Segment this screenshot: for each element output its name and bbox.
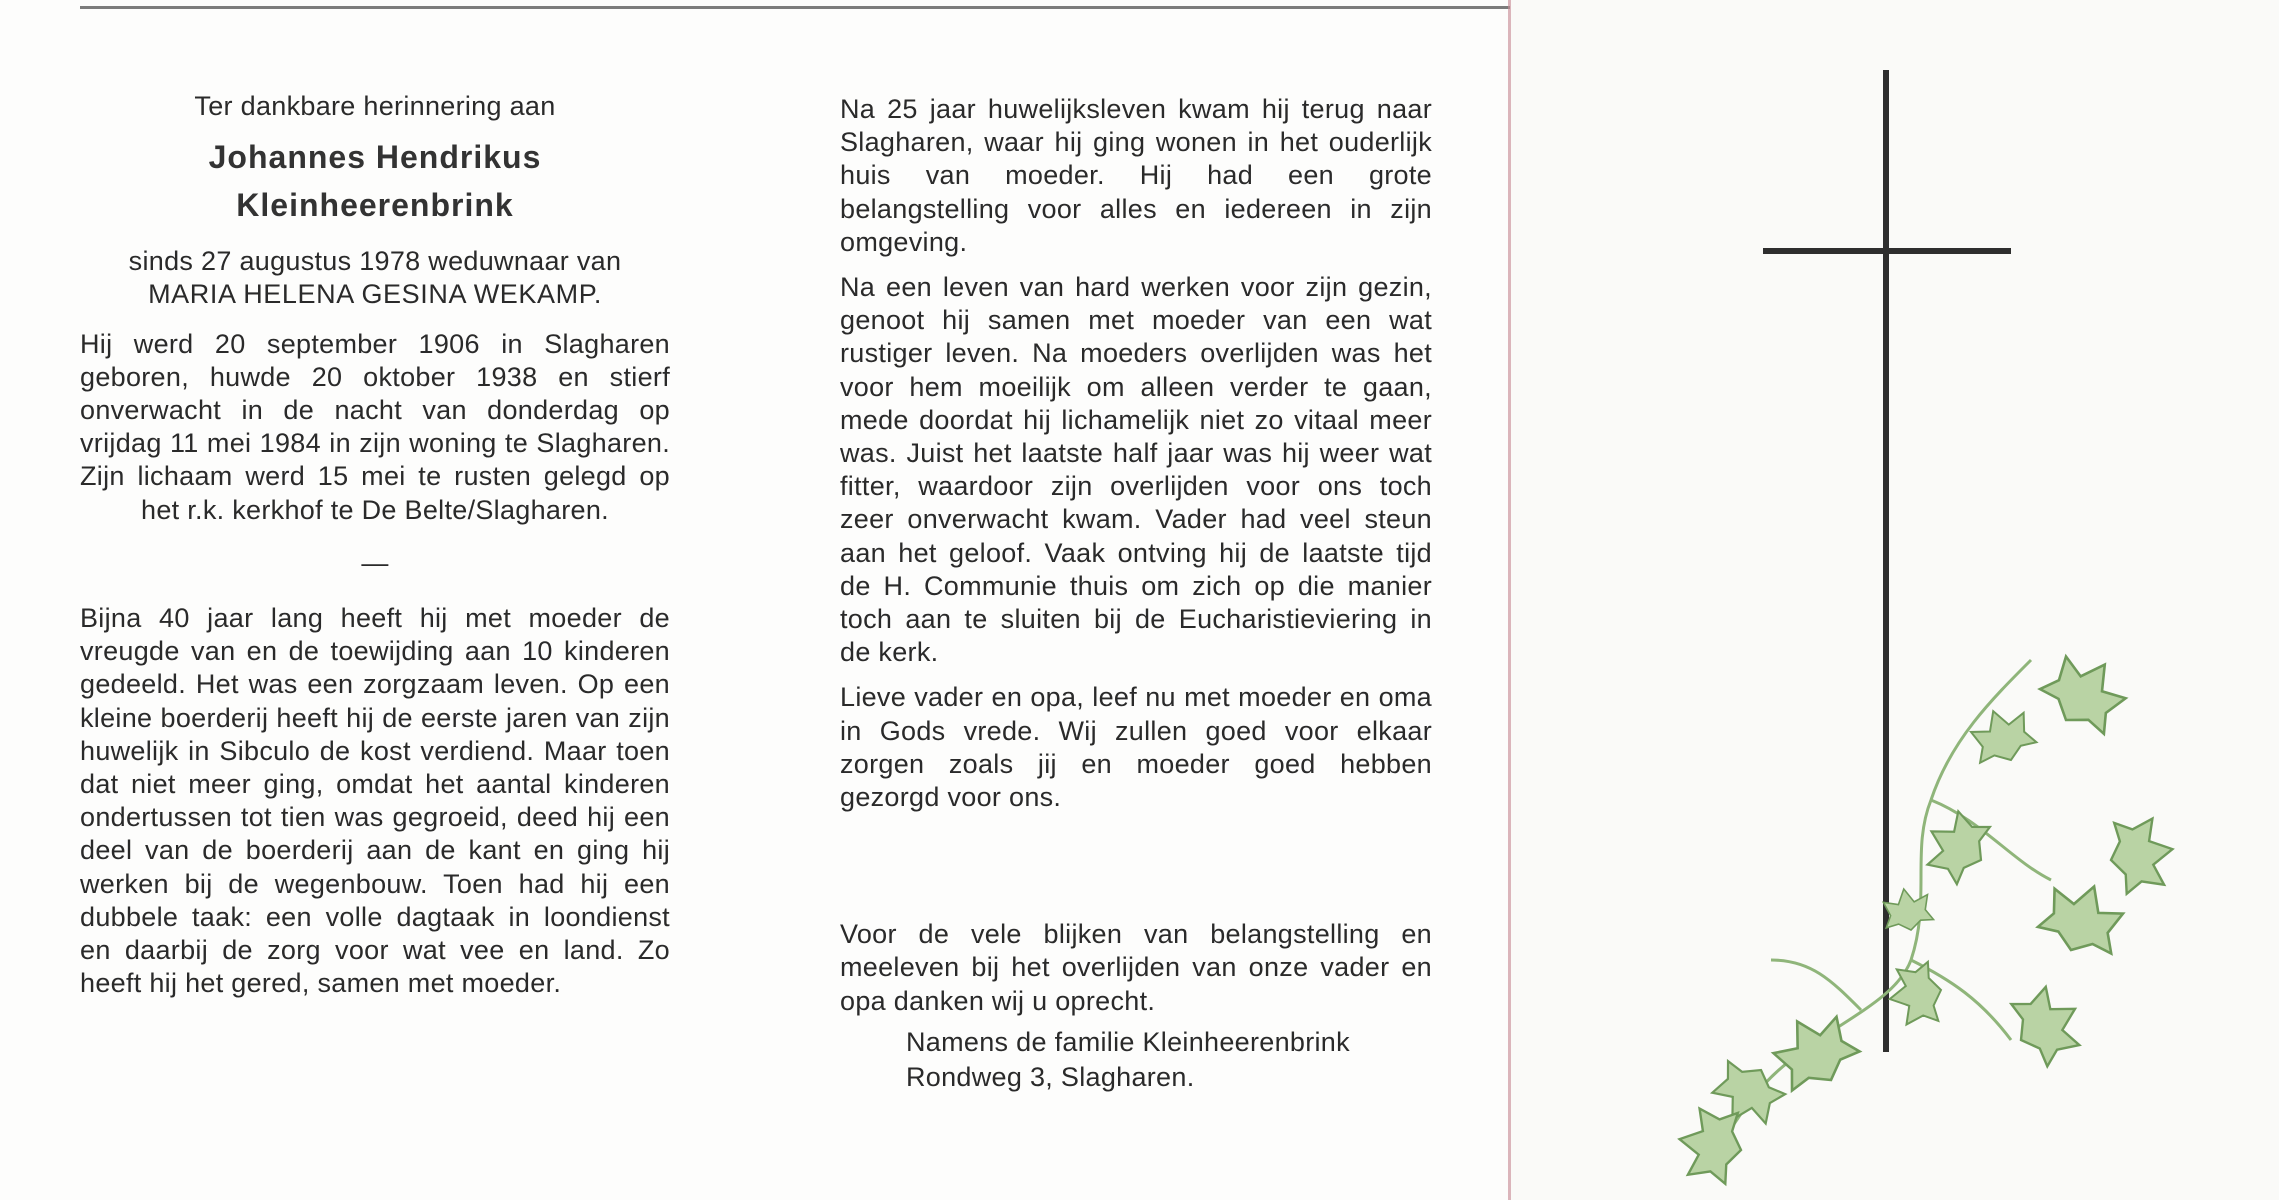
separator-dash: — — [361, 547, 389, 578]
intro-line: Ter dankbare herinnering aan — [194, 91, 556, 121]
ivy-leaves-icon — [1673, 642, 2178, 1185]
later-life-paragraph: Na een leven van hard werken voor zijn gezin, genoot hij samen met moeder van een wat rustiger leven. Na moeders overlijden was het voor hem moeilijk om alleen verder te gaan, mede doordat hij lichamelijk niet zo vitaal meer was. Juist het laatste half jaar was hij weer wat fitter, waardoor zijn overlijden voor ons toch zeer onverwacht kwam. Vader had veel steun aan het geloof. Vaak ontving hij de laatste tijd de H. Communie thuis om zich op die manier toch aan te sluiten bij de Eucharistieviering in de kerk. — [840, 272, 1432, 668]
middle-column — [840, 93, 1432, 1094]
thanks-paragraph: Voor de vele blijken van belangstelling en meeleven bij het overlijden van onze vader en opa danken wij u oprecht. — [840, 919, 1432, 1016]
family-life-paragraph: Bijna 40 jaar lang heeft hij met moeder de vreugde van en de toewijding aan 10 kinderen gedeeld. Het was een zorgzaam leven. Op een kleine boerderij heeft hij de eerste jaren van zijn huwelijk in Sibculo de kost verdiend. Maar toen dat niet meer ging, omdat het aantal kinderen ondertussen tot tien was gegroeid, deed hij een deel van de boerderij aan de kant en ging hij werken bij de wegenbouw. Toen had hij een dubbele taak: een volle dagtaak in loondienst en daarbij de zorg voor wat vee en land. Zo heeft hij het gered, samen met moeder. — [80, 603, 670, 999]
farewell-paragraph: Lieve vader en opa, leef nu met moeder en oma in Gods vrede. Wij zullen goed voor elkaar zorgen zoals jij en moeder goed hebben gezorgd voor ons. — [840, 682, 1432, 813]
name-surname-line: Kleinheerenbrink — [236, 187, 514, 224]
family-address: Rondweg 3, Slagharen. — [906, 1062, 1195, 1093]
top-edge-rule — [80, 6, 1510, 9]
spouse-name: MARIA HELENA GESINA WEKAMP. — [148, 279, 602, 310]
left-column — [80, 90, 670, 1000]
biography-paragraph: Hij werd 20 september 1906 in Slagharen geboren, huwde 20 oktober 1938 en stierf onverwacht in de nacht van donderdag op vrijdag 11 mei 1984 in zijn woning te Slagharen. Zijn lichaam werd 15 mei te rusten gelegd op het r.k. kerkhof te De Belte/Slagharen. — [80, 328, 670, 525]
family-signature: Namens de familie Kleinheerenbrink — [906, 1026, 1350, 1057]
deceased-name — [80, 133, 670, 229]
widower-line: sinds 27 augustus 1978 weduwnaar van — [128, 246, 622, 277]
return-paragraph: Na 25 jaar huwelijksleven kwam hij terug naar Slagharen, waar hij ging wonen in het ouderlijk huis van moeder. Hij had een grote belangstelling voor alles en iedereen in zijn omgeving. — [840, 94, 1432, 257]
cross-with-ivy-illustration — [1511, 0, 2279, 1200]
name-first-line: Johannes Hendrikus — [208, 139, 542, 176]
cross-horizontal-beam — [1763, 248, 2011, 254]
